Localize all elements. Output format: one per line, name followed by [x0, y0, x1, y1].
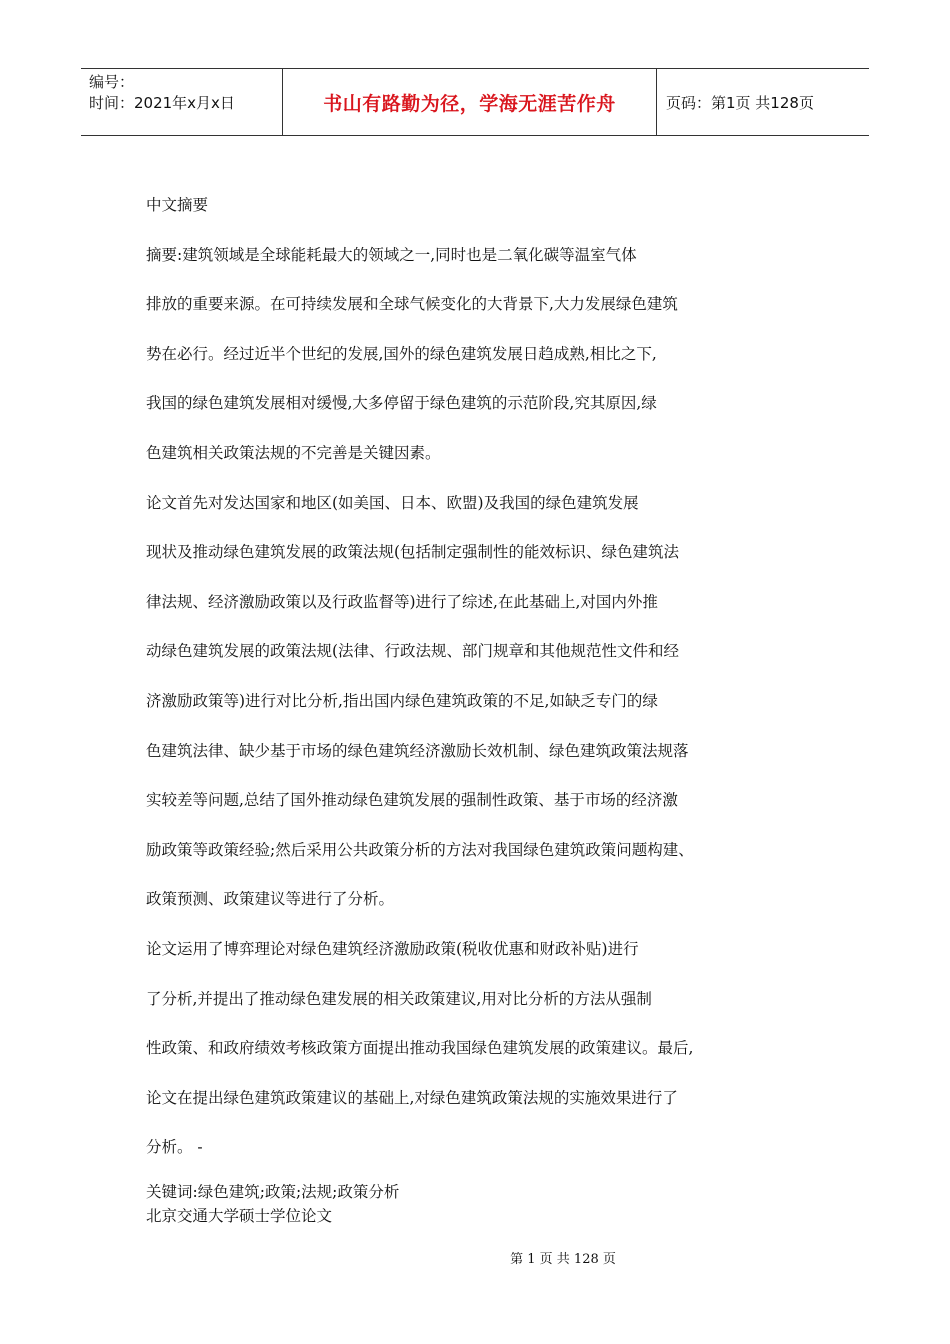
document-number-label: 编号：: [89, 73, 135, 91]
header-table: [81, 68, 869, 136]
paragraph-line: 排放的重要来源。在可持续发展和全球气候变化的大背景下,大力发展绿色建筑: [146, 295, 678, 314]
header-page-cell: [657, 69, 869, 135]
paragraph-line: 势在必行。经过近半个世纪的发展,国外的绿色建筑发展日趋成熟,相比之下,: [146, 344, 657, 363]
paragraph-line: 论文首先对发达国家和地区(如美国、日本、欧盟)及我国的绿色建筑发展: [146, 493, 639, 512]
abstract-body: [146, 181, 746, 1173]
paragraph-line: 性政策、和政府绩效考核政策方面提出推动我国绿色建筑发展的政策建议。最后,: [146, 1039, 694, 1058]
keywords-line: 关键词:绿色建筑;政策;法规;政策分析: [146, 1183, 400, 1201]
paragraph-line: 济激励政策等)进行对比分析,指出国内绿色建筑政策的不足,如缺乏专门的绿: [146, 691, 658, 710]
page-footer: [0, 1248, 950, 1267]
paragraph-line: 论文在提出绿色建筑政策建议的基础上,对绿色建筑政策法规的实施效果进行了: [146, 1088, 678, 1107]
header-info-cell: [81, 69, 282, 135]
paragraph-line: 动绿色建筑发展的政策法规(法律、行政法规、部门规章和其他规范性文件和经: [146, 642, 680, 661]
paragraph-line: 论文运用了博弈理论对绿色建筑经济激励政策(税收优惠和财政补贴)进行: [146, 939, 639, 958]
paragraph-line: 摘要:建筑领域是全球能耗最大的领域之一,同时也是二氧化碳等温室气体: [146, 245, 637, 264]
paragraph-line: 现状及推动绿色建筑发展的政策法规(包括制定强制性的能效标识、绿色建筑法: [146, 543, 680, 562]
header-motto: 书山有路勤为径，学海无涯苦作舟: [323, 92, 616, 115]
paragraph-line: 律法规、经济激励政策以及行政监督等)进行了综述,在此基础上,对国内外推: [146, 592, 658, 611]
paragraph-line: 励政策等政策经验;然后采用公共政策分析的方法对我国绿色建筑政策问题构建、: [146, 840, 694, 859]
paragraph-line: 了分析,并提出了推动绿色建发展的相关政策建议,用对比分析的方法从强制: [146, 989, 652, 1008]
footer-page-number: 第 1 页 共 128 页: [510, 1252, 616, 1267]
paragraph-line: 政策预测、政策建议等进行了分析。: [146, 890, 395, 909]
abstract-title: 中文摘要: [146, 196, 209, 214]
paragraph-line: 色建筑相关政策法规的不完善是关键因素。: [146, 443, 441, 462]
paragraph-line: 分析。 -: [146, 1138, 203, 1157]
paragraph-line: 色建筑法律、缺少基于市场的绿色建筑经济激励长效机制、绿色建筑政策法规落: [146, 741, 689, 760]
paragraph-line: 实较差等问题,总结了国外推动绿色建筑发展的强制性政策、基于市场的经济激: [146, 791, 678, 810]
institution-line: 北京交通大学硕士学位论文: [146, 1207, 333, 1225]
keywords-block: [146, 1180, 399, 1228]
document-date: 时间：2021年x月x日: [89, 94, 235, 112]
header-motto-cell: [282, 69, 657, 135]
paragraph-line: 我国的绿色建筑发展相对缓慢,大多停留于绿色建筑的示范阶段,究其原因,绿: [146, 394, 657, 413]
header-page-code: 页码：第1页 共128页: [666, 93, 814, 112]
